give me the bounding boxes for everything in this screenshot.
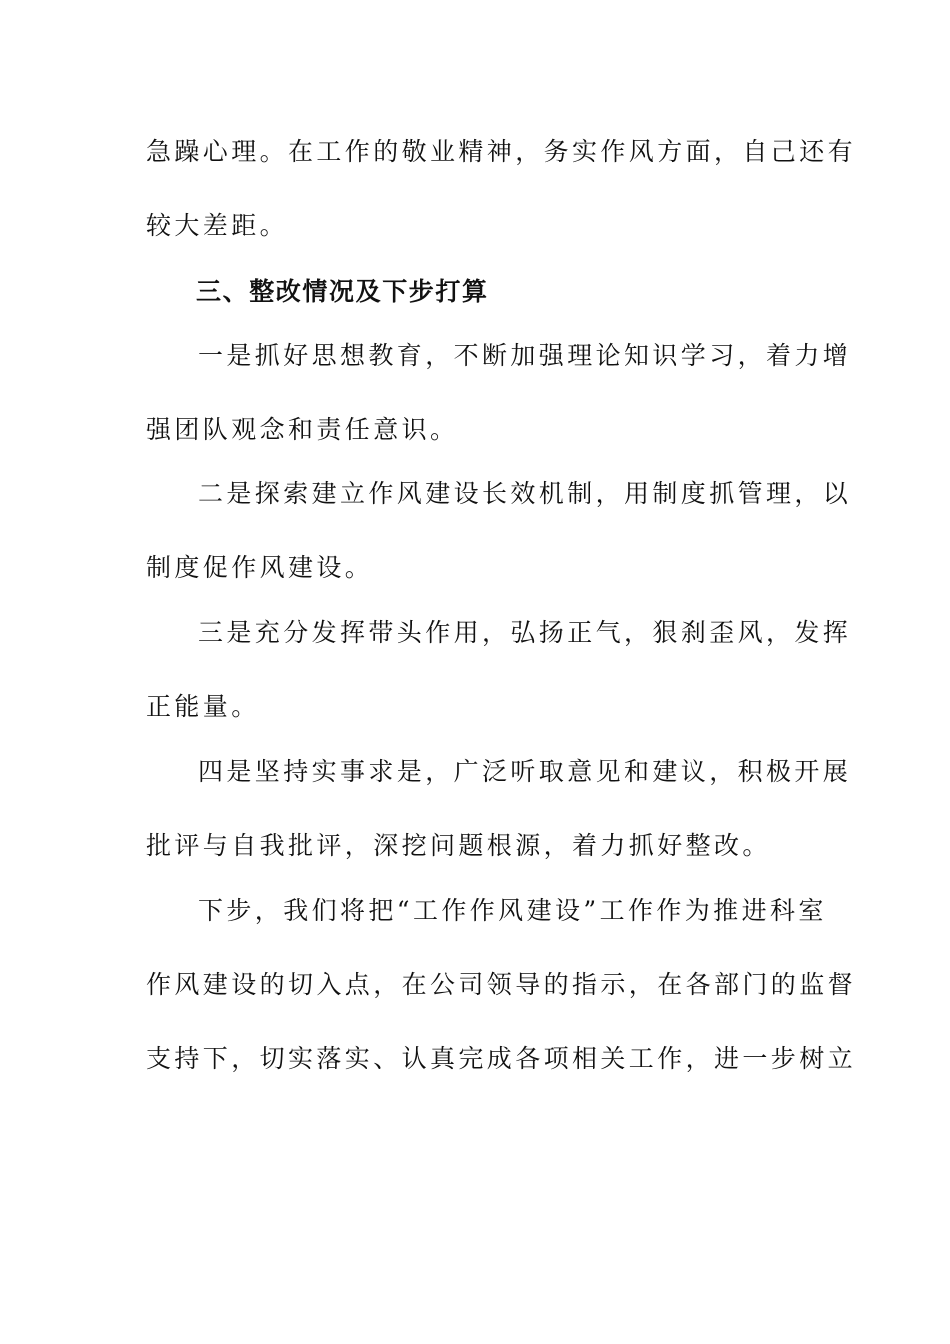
- paragraph-line: 较大差距。: [146, 211, 289, 240]
- section-heading: 三、整改情况及下步打算: [196, 277, 489, 306]
- paragraph-line: 支持下，切实落实、认真完成各项相关工作，进一步树立: [146, 1044, 857, 1073]
- paragraph-line: 强团队观念和责任意识。: [146, 415, 459, 444]
- paragraph-line: 作风建设的切入点，在公司领导的指示，在各部门的监督: [146, 970, 857, 999]
- paragraph-line: 制度促作风建设。: [146, 553, 374, 582]
- paragraph-line: 一是抓好思想教育，不断加强理论知识学习，着力增: [198, 341, 852, 370]
- paragraph-line: 急躁心理。在工作的敬业精神，务实作风方面，自己还有: [146, 137, 857, 166]
- paragraph-line: 下步，我们将把“工作作风建设”工作作为推进科室: [198, 896, 827, 925]
- paragraph-line: 正能量。: [146, 692, 260, 721]
- paragraph-line: 四是坚持实事求是，广泛听取意见和建议，积极开展: [198, 757, 852, 786]
- paragraph-line: 三是充分发挥带头作用，弘扬正气，狠刹歪风，发挥: [198, 618, 852, 647]
- paragraph-line: 批评与自我批评，深挖问题根源，着力抓好整改。: [146, 831, 771, 860]
- paragraph-line: 二是探索建立作风建设长效机制，用制度抓管理，以: [198, 479, 852, 508]
